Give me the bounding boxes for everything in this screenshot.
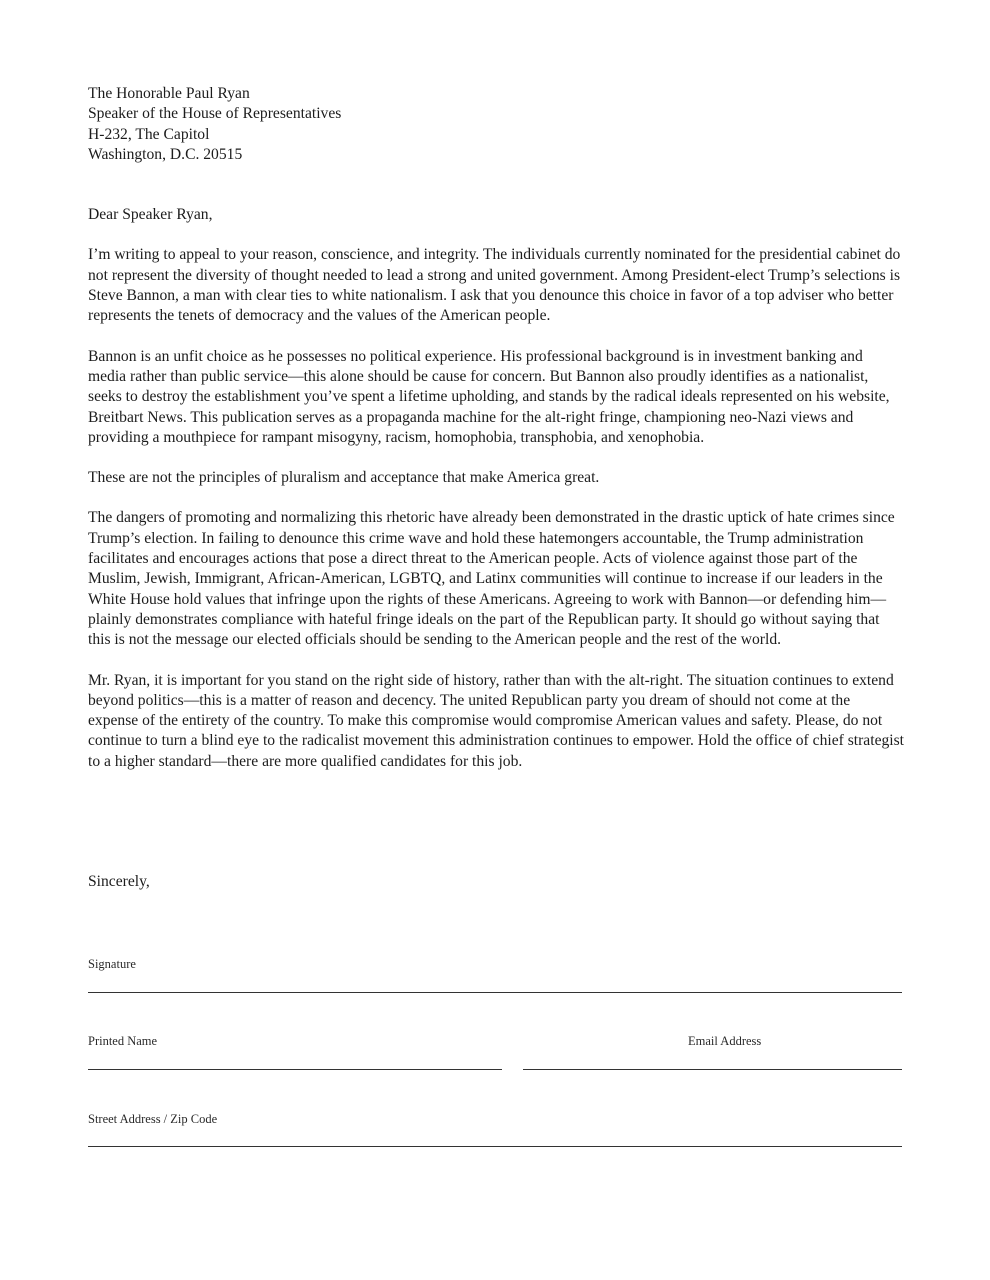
recipient-name: The Honorable Paul Ryan	[88, 85, 250, 102]
paragraph-4: The dangers of promoting and normalizing this rhetoric have already been demonstrated in the drastic uptick of hate crimes since Trump’s election. In failing to denounce this crime wave and hold these hatemongers accountable, the Trump administration facilitates and encourages actions that pose a direct threat to the American people. Acts of violence against those part of the Muslim, Jewish, Immigrant, African-American, LGBTQ, and Latinx communities will continue to increase if our leaders in the White House hold values that infringe upon the rights of these Americans. Agreeing to work with Bannon—or defending him—plainly demonstrates compliance with hateful fringe ideals on the part of the Republican party. It should go without saying that this is not the message our elected officials should be sending to the American people and the rest of the world.	[88, 509, 895, 649]
email-line[interactable]	[523, 1069, 902, 1070]
letter-body	[88, 84, 904, 772]
street-address-line[interactable]	[88, 1146, 902, 1147]
paragraph-1: I’m writing to appeal to your reason, conscience, and integrity. The individuals currently nominated for the presidential cabinet do not represent the diversity of thought needed to lead a strong and united government. Among President-elect Trump’s selections is Steve Bannon, a man with clear ties to white nationalism. I ask that you denounce this choice in favor of a top adviser who better represents the tenets of democracy and the values of the American people.	[88, 246, 901, 325]
salutation: Dear Speaker Ryan,	[88, 206, 213, 224]
closing: Sincerely,	[88, 873, 150, 890]
paragraph-2: Bannon is an unfit choice as he possesses no political experience. His professional background is in investment banking and media rather than public service—this alone should be cause for concern. But Bannon also proudly identifies as a nationalist, seeks to destroy the establishment you’ve spent a lifetime upholding, and stands by the radical ideals represented on his website, Breitbart News. This publication serves as a propaganda machine for the alt-right fringe, championing neo-Nazi views and providing a mouthpiece for rampant misogyny, racism, homophobia, transphobia, and xenophobia.	[88, 347, 890, 446]
printed-name-label: Printed Name	[88, 1034, 158, 1048]
printed-name-line[interactable]	[88, 1069, 502, 1070]
recipient-office: H-232, The Capitol	[88, 125, 210, 143]
email-label: Email Address	[688, 1034, 762, 1048]
signature-line[interactable]	[88, 992, 902, 993]
street-address-label: Street Address / Zip Code	[88, 1112, 218, 1126]
recipient-address	[88, 84, 904, 165]
recipient-title: Speaker of the House of Representatives	[88, 105, 342, 123]
paragraph-3: These are not the principles of pluralism and acceptance that make America great.	[88, 469, 600, 487]
signature-label: Signature	[88, 957, 136, 971]
recipient-city: Washington, D.C. 20515	[88, 145, 243, 163]
paragraph-5: Mr. Ryan, it is important for you stand on the right side of history, rather than with the alt-right. The situation continues to extend beyond politics—this is a matter of reason and decency. The united Republican party you dream of should not come at the expense of the entirety of the country. To make this compromise would compromise American values and safety. Please, do not continue to turn a blind eye to the radicalist movement this administration continues to empower. Hold the office of chief strategist to a higher standard—there are more qualified candidates for this job.	[88, 671, 905, 770]
